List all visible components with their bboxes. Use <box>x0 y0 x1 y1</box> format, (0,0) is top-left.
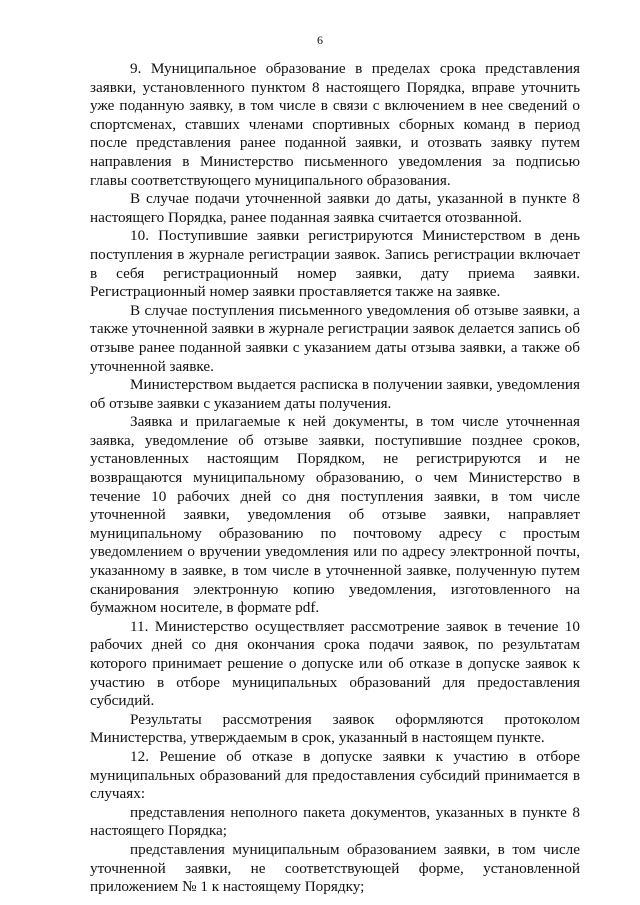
paragraph-12-case-form-mismatch: представления муниципальным образованием заявки, в том числе уточненной заявки, не соответствующей форме, установленной приложением № 1 к настоящему Порядку; <box>90 840 580 896</box>
paragraph-11-protocol: Результаты рассмотрения заявок оформляются протоколом Министерства, утверждаемым в срок, указанный в настоящем пункте. <box>90 710 580 747</box>
paragraph-10-receipt: Министерством выдается расписка в получении заявки, уведомления об отзыве заявки с указанием даты получения. <box>90 376 580 412</box>
paragraph-12-case-incomplete-package: представления неполного пакета документов, указанных в пункте 8 настоящего Порядка; <box>90 803 580 840</box>
paragraph-11: 11. Министерство осуществляет рассмотрение заявок в течение 10 рабочих дней со дня окончания срока подачи заявок, по результатам которого принимает решение о допуске или об отказе в допуске заявок к участию в отборе муниципальных образований для предоставления субсидий. <box>90 617 580 710</box>
paragraph-9-refined-request: В случае подачи уточненной заявки до даты, указанной в пункте 8 настоящего Порядка, ранее поданная заявка считается отозванной. <box>90 190 580 226</box>
paragraph-10-late-requests: Заявка и прилагаемые к ней документы, в том числе уточненная заявка, уведомление об отзыве заявки, поступившие позднее сроков, установленных настоящим Порядком, не регистрируются и не возвращаются муниципальному образованию, о чем Министерство в течение 10 рабочих дней со дня поступления заявки, в том числе уточненной заявки, уведомления об отзыве заявки, направляет муниципальному образованию по почтовому адресу с простым уведомлением о вручении уведомления или по адресу электронной почты, указанному в заявке, в том числе в уточненной заявке, полученную путем сканирования электронную копию уведомления, изготовленного на бумажном носителе, в формате pdf. <box>90 413 580 617</box>
paragraph-10-withdrawal-record: В случае поступления письменного уведомления об отзыве заявки, а также уточненной заявки в журнале регистрации заявок делается запись об отзыве ранее поданной заявки с указанием даты отзыва заявки, а также об уточненной заявке. <box>90 301 580 375</box>
paragraph-10: 10. Поступившие заявки регистрируются Министерством в день поступления в журнале регистрации заявок. Запись регистрации включает в себя регистрационный номер заявки, дату приема заявки. Регистрационный номер заявки проставляется также на заявке. <box>90 227 580 301</box>
paragraph-12: 12. Решение об отказе в допуске заявки к участию в отборе муниципальных образований для предоставления субсидий принимается в случаях: <box>90 747 580 803</box>
paragraph-9: 9. Муниципальное образование в пределах срока представления заявки, установленного пунктом 8 настоящего Порядка, вправе уточнить уже поданную заявку, в том числе в связи с включением в нее сведений о спортсменах, ставших членами спортивных сборных команд в период после представления ранее поданной заявки, и отозвать заявку путем направления в Министерство письменного уведомления за подписью главы соответствующего муниципального образования. <box>90 60 580 189</box>
page-number: 6 <box>317 33 323 47</box>
document-body <box>90 60 580 897</box>
